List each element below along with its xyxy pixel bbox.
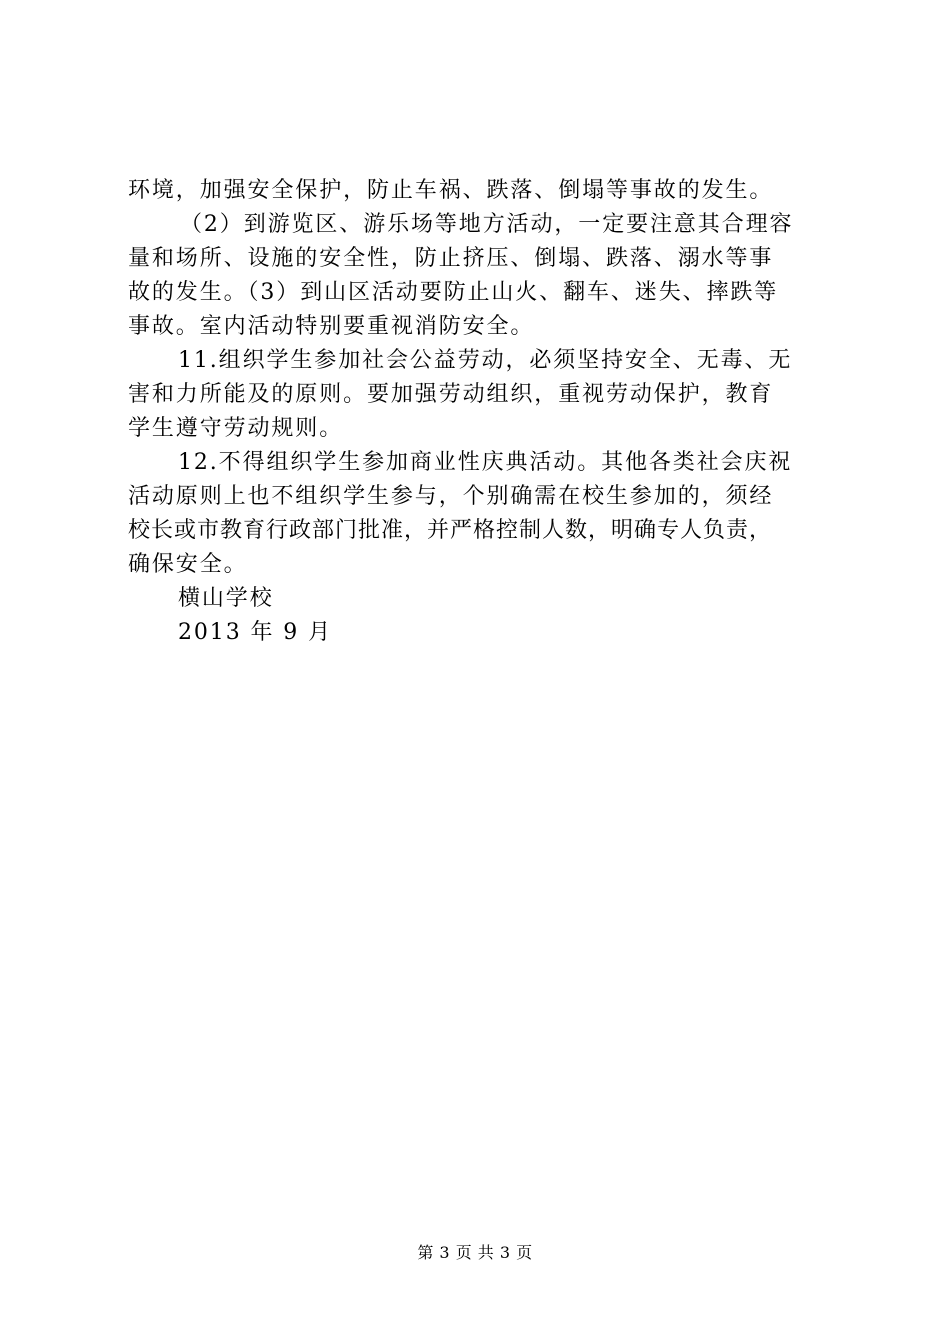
text-line: 确保安全。: [128, 552, 248, 577]
signature-school: 横山学校: [178, 586, 274, 611]
text-line: （2）到游览区、游乐场等地方活动，一定要注意其合理容: [180, 212, 794, 237]
text-line: 环境，加强安全保护，防止车祸、跌落、倒塌等事故的发生。: [128, 178, 774, 203]
text-line: 事故。室内活动特别要重视消防安全。: [128, 314, 535, 339]
text-line: 量和场所、设施的安全性，防止挤压、倒塌、跌落、溺水等事: [128, 246, 774, 271]
text-line: 故的发生。（3）到山区活动要防止山火、翻车、迷失、摔跌等: [128, 280, 779, 305]
signature-date: 2013 年 9 月: [178, 620, 332, 645]
text-line: 学生遵守劳动规则。: [128, 416, 344, 441]
document-body: [128, 174, 832, 650]
page-number-footer: 第 3 页 共 3 页: [417, 1243, 533, 1262]
text-line: 害和力所能及的原则。要加强劳动组织，重视劳动保护，教育: [128, 382, 774, 407]
text-line: 活动原则上也不组织学生参与，个别确需在校生参加的，须经: [128, 484, 774, 509]
text-line: 校长或市教育行政部门批准，并严格控制人数，明确专人负责，: [128, 518, 773, 543]
text-line: 12.不得组织学生参加商业性庆典活动。其他各类社会庆祝: [178, 450, 793, 475]
text-line: 11.组织学生参加社会公益劳动，必须坚持安全、无毒、无: [178, 348, 793, 373]
